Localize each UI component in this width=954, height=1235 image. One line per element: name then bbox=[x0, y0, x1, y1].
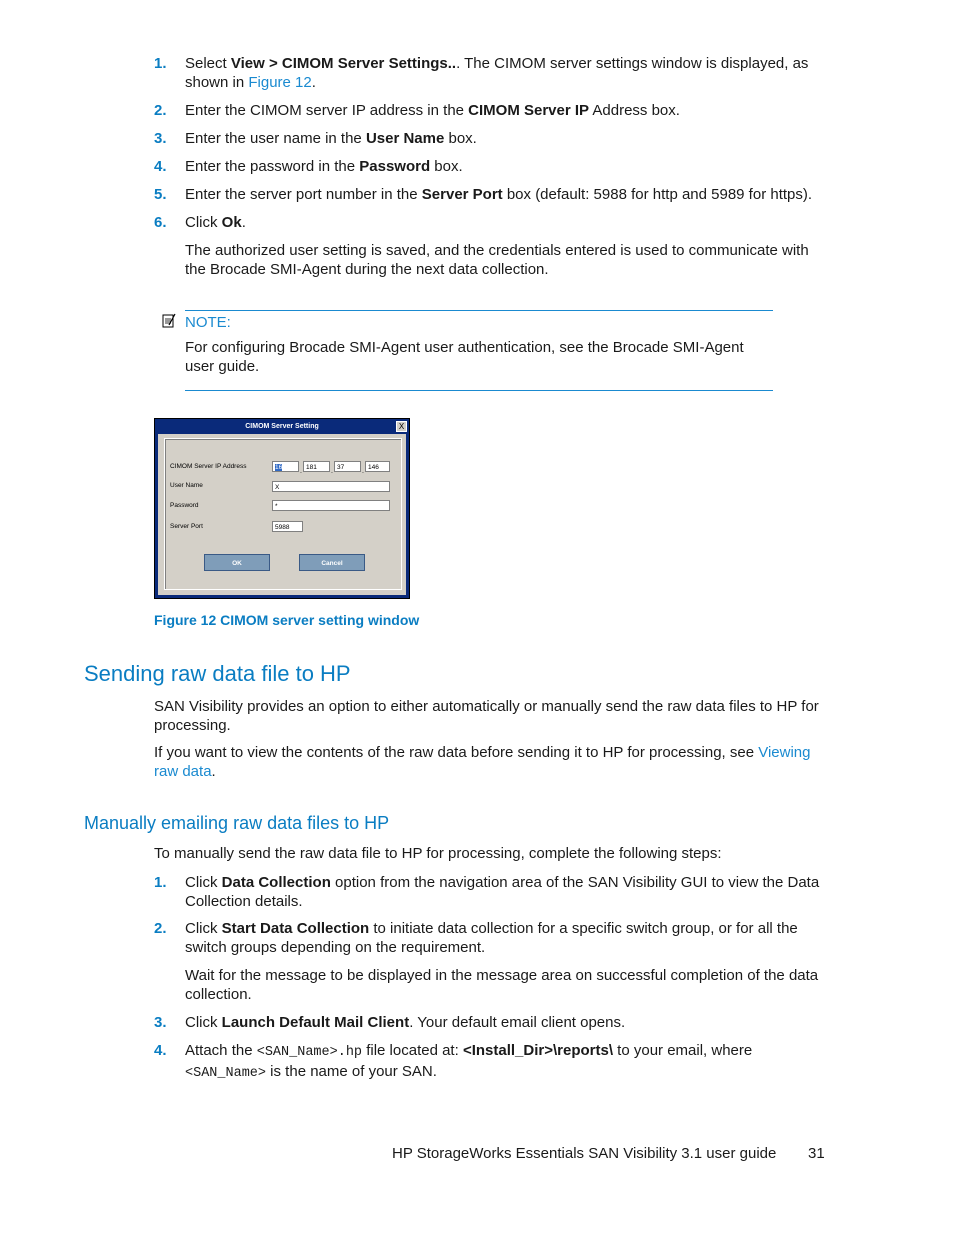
ip-address-label: CIMOM Server IP Address bbox=[170, 463, 247, 470]
button-name: Ok bbox=[221, 214, 242, 231]
section2-intro: To manually send the raw data file to HP for processing, complete the following steps: bbox=[154, 845, 722, 862]
file-name-code: <SAN_Name>.hp bbox=[256, 1045, 363, 1060]
step-number: 1. bbox=[154, 55, 167, 72]
step-number: 1. bbox=[154, 874, 167, 891]
ip-octet-2-input[interactable]: 181 bbox=[303, 461, 330, 472]
section1-paragraph-1: SAN Visibility provides an option to either automatically or manually send the raw data files to HP for processing. bbox=[154, 698, 819, 734]
step-text: Click bbox=[185, 874, 222, 891]
section-heading-sending-raw-data: Sending raw data file to HP bbox=[84, 661, 351, 686]
step-text: . bbox=[311, 74, 316, 91]
section1-paragraph-2 bbox=[154, 743, 826, 781]
email-step-2 bbox=[154, 919, 834, 957]
step-number: 4. bbox=[154, 158, 167, 175]
note-text: For configuring Brocade SMI-Agent user authentication, see the Brocade SMI-Agent user guide. bbox=[185, 339, 744, 375]
option-name: Start Data Collection bbox=[221, 920, 370, 937]
ip-octet-1-input[interactable] bbox=[272, 461, 299, 472]
note-label: NOTE: bbox=[185, 314, 231, 331]
field-name: CIMOM Server IP bbox=[468, 102, 590, 119]
field-name: Server Port bbox=[421, 186, 503, 203]
step-text: . The CIMOM server settings window is displayed, as shown in bbox=[185, 55, 809, 91]
user-name-label: User Name bbox=[170, 482, 203, 489]
step-number: 4. bbox=[154, 1042, 167, 1059]
step-text: Enter the CIMOM server IP address in the bbox=[185, 102, 469, 119]
ip-separator: . bbox=[331, 468, 333, 475]
cimom-server-setting-window bbox=[154, 418, 410, 599]
option-name: Data Collection bbox=[221, 874, 331, 891]
step-text: box. bbox=[444, 130, 477, 147]
note-icon bbox=[162, 313, 176, 329]
step-1 bbox=[154, 54, 834, 92]
step-text: to your email, where bbox=[613, 1042, 753, 1059]
step-2 bbox=[154, 101, 834, 120]
step-text: Select bbox=[185, 55, 231, 72]
step-number: 6. bbox=[154, 214, 167, 231]
step-text: file located at: bbox=[362, 1042, 463, 1059]
close-icon[interactable]: X bbox=[396, 421, 407, 432]
field-name: User Name bbox=[365, 130, 445, 147]
window-body bbox=[158, 434, 406, 595]
email-step-1 bbox=[154, 873, 834, 911]
email-step-3 bbox=[154, 1013, 834, 1032]
figure-12-link[interactable]: Figure 12 bbox=[248, 74, 312, 91]
step-text: Click bbox=[185, 214, 222, 231]
footer-title: HP StorageWorks Essentials SAN Visibility 3.1 user guide bbox=[392, 1145, 777, 1162]
menu-path: View > CIMOM Server Settings.. bbox=[230, 55, 457, 72]
step-number: 3. bbox=[154, 1014, 167, 1031]
step-text: . bbox=[241, 214, 246, 231]
server-port-label: Server Port bbox=[170, 523, 203, 530]
step-text: option from the navigation area of the SAN Visibility GUI to view the Data Collection details. bbox=[185, 874, 820, 910]
san-name-code: <SAN_Name> bbox=[185, 1066, 267, 1081]
step-number: 3. bbox=[154, 130, 167, 147]
step-text: Click bbox=[185, 1014, 222, 1031]
step-text: Enter the server port number in the bbox=[185, 186, 422, 203]
figure-caption: Figure 12 CIMOM server setting window bbox=[154, 612, 420, 628]
cancel-button[interactable]: Cancel bbox=[299, 554, 365, 571]
step-text: is the name of your SAN. bbox=[266, 1063, 437, 1080]
step-text: Enter the password in the bbox=[185, 158, 360, 175]
option-name: Launch Default Mail Client bbox=[221, 1014, 410, 1031]
step-6 bbox=[154, 213, 834, 232]
section-heading-manually-emailing: Manually emailing raw data files to HP bbox=[84, 813, 390, 833]
step-text: . Your default email client opens. bbox=[409, 1014, 626, 1031]
user-name-input[interactable]: X bbox=[272, 481, 390, 492]
step-text: to initiate data collection for a specific switch group, or for all the switch groups depending on the requirement. bbox=[185, 920, 798, 956]
step-number: 5. bbox=[154, 186, 167, 203]
ip-separator: . bbox=[300, 468, 302, 475]
paragraph-text: If you want to view the contents of the raw data before sending it to HP for processing, see bbox=[154, 744, 759, 761]
step-number: 2. bbox=[154, 920, 167, 937]
password-label: Password bbox=[170, 502, 199, 509]
page-number: 31 bbox=[808, 1145, 825, 1162]
ip-octet-4-input[interactable]: 146 bbox=[365, 461, 390, 472]
note-bottom-rule bbox=[185, 390, 773, 391]
step-3 bbox=[154, 129, 834, 148]
path-name: <Install_Dir>\reports\ bbox=[462, 1042, 614, 1059]
step-number: 2. bbox=[154, 102, 167, 119]
window-title: CIMOM Server Setting bbox=[245, 423, 319, 430]
step-6-detail: The authorized user setting is saved, and the credentials entered is used to communicate with the Brocade SMI-Agent during the next data collection. bbox=[185, 242, 809, 278]
step-text: Enter the user name in the bbox=[185, 130, 366, 147]
note-top-rule bbox=[185, 310, 773, 311]
ip-separator: . bbox=[362, 468, 364, 475]
password-input[interactable]: * bbox=[272, 500, 390, 511]
server-port-input[interactable]: 5988 bbox=[272, 521, 303, 532]
email-step-4 bbox=[154, 1041, 834, 1083]
field-name: Password bbox=[359, 158, 431, 175]
step-text: Address box. bbox=[589, 102, 680, 119]
step-text: box (default: 5988 for http and 5989 for https). bbox=[502, 186, 813, 203]
ip-octet-3-input[interactable]: 37 bbox=[334, 461, 361, 472]
ip-octet-1-value: 16 bbox=[275, 464, 283, 471]
step-4 bbox=[154, 157, 834, 176]
step-text: Attach the bbox=[185, 1042, 257, 1059]
email-step-2-detail: Wait for the message to be displayed in the message area on successful completion of the data collection. bbox=[185, 967, 819, 1003]
step-text: box. bbox=[430, 158, 463, 175]
ok-button[interactable]: OK bbox=[204, 554, 270, 571]
step-5 bbox=[154, 185, 834, 204]
paragraph-text: . bbox=[211, 763, 216, 780]
step-text: Click bbox=[185, 920, 222, 937]
viewing-raw-data-link[interactable]: Viewing raw data bbox=[154, 744, 811, 780]
